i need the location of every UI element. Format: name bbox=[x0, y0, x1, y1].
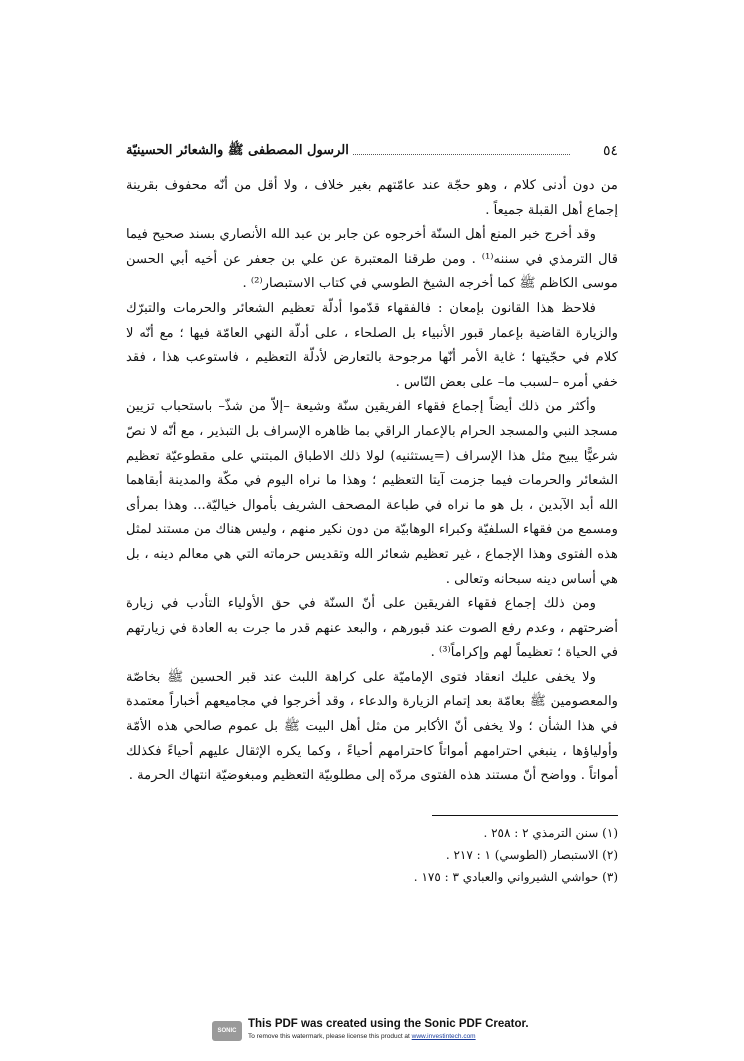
body-text bbox=[126, 174, 618, 789]
paragraph: من دون أدنى كلام ، وهو حجّة عند عامّتهم بغير خلاف ، ولا أقل من أنّه محفوف بقرينة إجماع أهل القبلة جميعاً . bbox=[126, 178, 618, 218]
paragraph: وأكثر من ذلك أيضاً إجماع فقهاء الفريقين سنّة وشيعة –إلاّ من شذّ– باستحباب تزيين مسجد النبي والمسجد الحرام بالإعمار الراقي بما ظاهره الإسراف بل التبذير ، مع أنّه لا نصّ شرعيًّا يبيح مثل هذا الإسراف (=يستثنيه) لولا ذلك الاطباق المبتني على مقطوعيّة تعظيم الشعائر والحرمات فيما جزمت آيتا التعظيم ؛ وهذا ما نراه اليوم في مكّة والمدينة أبقاهما الله أبد الآبدين ، بل هو ما نراه في طباعة المصحف الشريف بأموال خياليّة... وهذا بمرأى ومسمع من فقهاء السلفيّة وكبراء الوهابيّة من دون نكير منهم ، وليس هناك من مستند لمثل هذه الفتوى وهذا الإجماع ، غير تعظيم شعائر الله وتقديس حرماته التي هي معالم دينه ، بل هي أساس دينه سبحانه وتعالى . bbox=[126, 399, 618, 587]
footnote: (١) سنن الترمذي ٢ : ٢٥٨ . bbox=[483, 826, 618, 840]
running-title: الرسول المصطفى ﷺ والشعائر الحسينيّة bbox=[126, 140, 353, 162]
footnote: (٢) الاستبصار (الطوسي) ١ : ٢١٧ . bbox=[445, 848, 618, 862]
watermark-link[interactable]: www.investintech.com bbox=[411, 1033, 476, 1040]
watermark-subtitle-text: To remove this watermark, please license this product at bbox=[248, 1033, 412, 1040]
pdf-watermark bbox=[212, 1018, 532, 1054]
footnotes bbox=[300, 822, 618, 888]
footnote-separator bbox=[432, 815, 618, 816]
header-dotted-rule bbox=[322, 154, 570, 155]
footnote: (٣) حواشي الشيرواني والعبادي ٣ : ١٧٥ . bbox=[413, 870, 618, 884]
watermark-subtitle bbox=[248, 1033, 476, 1040]
paragraph: وقد أخرج خبر المنع أهل السنّة أخرجوه عن جابر بن عبد الله الأنصاري بسند صحيح فيما قال الترمذي في سننه⁽¹⁾ . ومن طرقنا المعتبرة عن علي بن جعفر عن أخيه أبي الحسن موسى الكاظم ﷺ كما أخرجه الشيخ الطوسي في كتاب الاستبصار⁽²⁾ . bbox=[126, 227, 618, 292]
paragraph: ولا يخفى عليك انعقاد فتوى الإماميّة على كراهة اللبث عند قبر الحسين ﷺ بخاصّة والمعصومين ﷺ بعامّة بعد إتمام الزيارة والدعاء ، وقد أخرجوا في مجاميعهم أخباراً معتمدة في هذا الشأن ؛ ولا يخفى أنّ الأكابر من مثل أهل البيت ﷺ بل عموم صالحي هذه الأمّة وأولياؤها ، ينبغي احترامهم أمواتاً كاحترامهم أحياءً ، وكما يكره الإثقال عليهم أحياءً فكذلك أمواتاً . وواضح أنّ مستند هذه الفتوى مردّه إلى مطلوبيّة التعظيم ومبغوضيّة انتهاك الحرمة . bbox=[126, 669, 618, 784]
page-header bbox=[126, 140, 618, 162]
paragraph: ومن ذلك إجماع فقهاء الفريقين على أنّ السنّة في حق الأولياء التأدب في زيارة أضرحتهم ، وعدم رفع الصوت عند قبورهم ، والبعد عنهم قدر ما جرت به العادة في زيارتهم في الحياة ؛ تعظيماً لهم وإكراماً⁽³⁾ . bbox=[126, 596, 618, 661]
sonic-pdf-logo-icon: SONIC PDF bbox=[212, 1021, 242, 1041]
watermark-title: This PDF was created using the Sonic PDF Creator. bbox=[248, 1018, 529, 1030]
paragraph: فلاحظ هذا القانون بإمعان : فالفقهاء قدّموا أدلّة تعظيم الشعائر والحرمات والتبرّك والزيارة القاضية بإعمار قبور الأنبياء بل الصلحاء ، على أدلّة النهي العامّة فيها ؛ مع أنّه لا كلام في حجّيتها ؛ غاية الأمر أنّها مرجوحة بالتعارض لأدلّة التعظيم ، فاستوعب هذا ، فقد خفي أمره –لسبب ما– على بعض النّاس . bbox=[126, 300, 618, 390]
page-number: ٥٤ bbox=[602, 143, 618, 159]
